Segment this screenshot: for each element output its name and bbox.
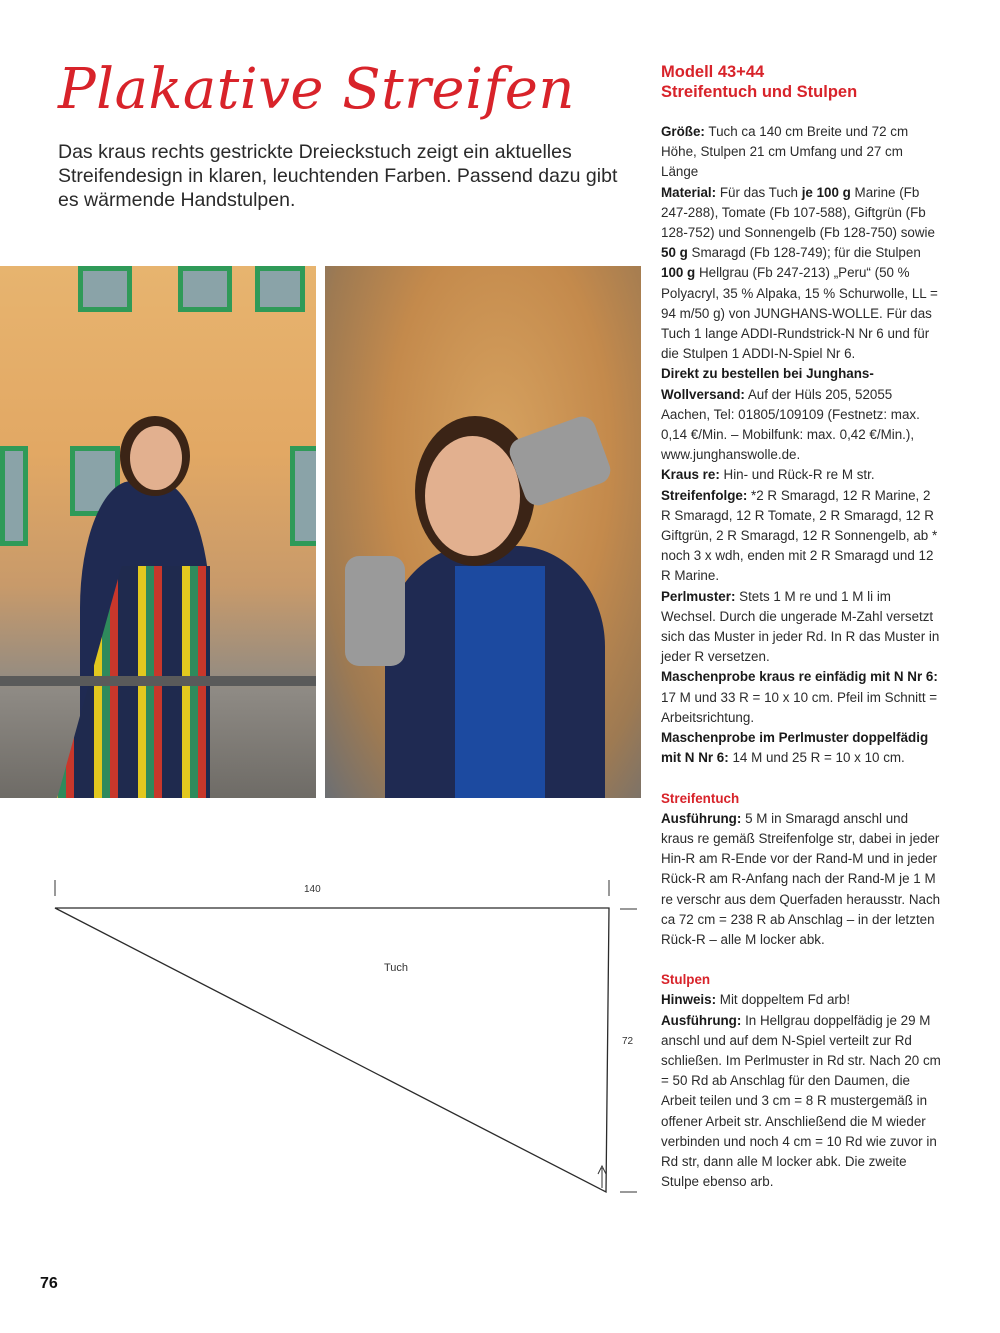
shawl-schematic bbox=[40, 870, 640, 1210]
material-bold: 100 g bbox=[661, 265, 696, 281]
page-number: 76 bbox=[40, 1275, 58, 1292]
window-decor bbox=[290, 446, 316, 546]
triangle-outline bbox=[55, 908, 609, 1192]
page-title: Plakative Streifen bbox=[58, 57, 575, 122]
stripe-text: *2 R Smaragd, 12 R Marine, 2 R Smaragd, 12 R Tomate, 2 R Smaragd, 12 R Giftgrün, 2 R Smaragd, 12 R Sonnengelb, ab * noch 3 x wdh, enden mit 2 R Smaragd und 12 R Marine. bbox=[661, 487, 938, 584]
mitten-left bbox=[345, 556, 405, 666]
shawl-text: 5 M in Smaragd anschl und kraus re gemäß Streifenfolge str, dabei in jeder Hin-R am R-Ende vor der Rand-M und in jeder Rück-R am R-Anfang nach der Rand-M je 1 M re verschr aus dem Querfaden herausstr. Nach ca 72 cm = 238 R ab Anschlag – in der letzten Rück-R – alle M locker abk. bbox=[661, 810, 941, 947]
photo-mittens bbox=[325, 266, 641, 798]
person-face bbox=[130, 426, 182, 490]
order-text: Auf der Hüls 205, 52055 Aachen, Tel: 01805/109109 (Festnetz: max. 0,14 €/Min. – Mobilfunk: max. 0,42 €/Min.), www.junghanswolle.de. bbox=[661, 386, 920, 463]
railing bbox=[0, 676, 316, 686]
material-text: Smaragd (Fb 128-749); für die Stulpen bbox=[687, 245, 921, 261]
schematic-svg bbox=[40, 870, 640, 1210]
width-label: 140 bbox=[304, 884, 321, 895]
garter-paragraph bbox=[661, 465, 943, 485]
gauge2-paragraph bbox=[661, 728, 943, 768]
stripe-label: Streifenfolge: bbox=[661, 487, 748, 503]
intro-text: Das kraus rechts gestrickte Dreieckstuch zeigt ein aktuelles Streifendesign in klaren, leuchtenden Farben. Passend dazu gibt es wärmende Handstulpen. bbox=[58, 141, 618, 211]
garter-label: Kraus re: bbox=[661, 467, 720, 483]
shape-label: Tuch bbox=[384, 962, 409, 974]
person-top bbox=[455, 566, 545, 798]
material-text: Hellgrau (Fb 247-213) „Peru“ (50 % Polyacryl, 35 % Alpaka, 15 % Schurwolle, LL = 94 m/50 g) von JUNGHANS-WOLLE. Für das Tuch 1 lange ADDI-Rundstrick-N Nr 6 und für die Stulpen 1 ADDI-N-Spiel Nr 6. bbox=[661, 265, 938, 362]
mitts-heading: Stulpen bbox=[661, 972, 711, 988]
note-paragraph bbox=[661, 990, 943, 1010]
gauge2-text: 14 M und 25 R = 10 x 10 cm. bbox=[732, 750, 905, 766]
mitts-text: In Hellgrau doppelfädig je 29 M anschl und auf dem N-Spiel verteilt zur Rd schließen. Im Perlmuster in Rd str. Nach 20 cm = 50 Rd ab Anschlag für den Daumen, die Arbeit teilen und 3 cm = 8 R mustergemäß in offener Arbeit str. Anschließend die M wieder verbinden und noch 4 cm = 10 Rd wie zuvor in Rd str, dann alle M locker abk. Die zweite Stulpe ebenso arb. bbox=[661, 1012, 941, 1190]
size-text: Tuch ca 140 cm Breite und 72 cm Höhe, Stulpen 21 cm Umfang und 27 cm Länge bbox=[661, 124, 909, 180]
gauge2-label: Maschenprobe im Perlmuster doppelfädig mit N Nr 6: bbox=[661, 730, 929, 766]
material-bold: je 100 g bbox=[801, 184, 851, 200]
material-label: Material: bbox=[661, 184, 717, 200]
instructions-column bbox=[661, 122, 943, 1192]
person-face bbox=[425, 436, 520, 556]
model-heading bbox=[661, 62, 943, 102]
note-label: Hinweis: bbox=[661, 992, 717, 1008]
model-name: Streifentuch und Stulpen bbox=[661, 83, 858, 101]
shawl-heading: Streifentuch bbox=[661, 790, 740, 806]
note-text: Mit doppeltem Fd arb! bbox=[719, 992, 851, 1008]
seed-paragraph bbox=[661, 587, 943, 668]
order-paragraph bbox=[661, 364, 943, 465]
gauge1-label: Maschenprobe kraus re einfädig mit N Nr 6: bbox=[661, 669, 938, 685]
gauge1-paragraph bbox=[661, 667, 943, 728]
window-decor bbox=[255, 266, 305, 312]
material-text: Für das Tuch bbox=[719, 184, 802, 200]
window-decor bbox=[78, 266, 132, 312]
model-number: Modell 43+44 bbox=[661, 63, 765, 81]
order-label: Direkt zu bestellen bei Junghans-Wollversand: bbox=[661, 366, 874, 402]
size-paragraph bbox=[661, 122, 943, 183]
window-decor bbox=[178, 266, 232, 312]
height-label: 72 bbox=[622, 1036, 634, 1047]
seed-label: Perlmuster: bbox=[661, 588, 736, 604]
window-decor bbox=[0, 446, 28, 546]
gauge1-text: 17 M und 33 R = 10 x 10 cm. Pfeil im Schnitt = Arbeitsrichtung. bbox=[661, 689, 938, 725]
material-text: Marine (Fb 247-288), Tomate (Fb 107-588), Giftgrün (Fb 128-752) und Sonnengelb (Fb 128-750) sowie bbox=[661, 184, 935, 241]
size-label: Größe: bbox=[661, 124, 705, 139]
garter-text: Hin- und Rück-R re M str. bbox=[723, 467, 875, 483]
material-paragraph bbox=[661, 183, 943, 365]
photo-shawl bbox=[0, 266, 316, 798]
material-bold: 50 g bbox=[661, 245, 688, 261]
mitts-label: Ausführung: bbox=[661, 1012, 742, 1028]
mitts-paragraph bbox=[661, 1011, 943, 1193]
shawl-paragraph bbox=[661, 809, 943, 950]
seed-text: Stets 1 M re und 1 M li im Wechsel. Durch die ungerade M-Zahl versetzt sich das Muster in jeder Rd. In R das Muster in jeder R versetzen. bbox=[661, 588, 940, 665]
shawl-label: Ausführung: bbox=[661, 810, 742, 826]
stripe-paragraph bbox=[661, 486, 943, 587]
